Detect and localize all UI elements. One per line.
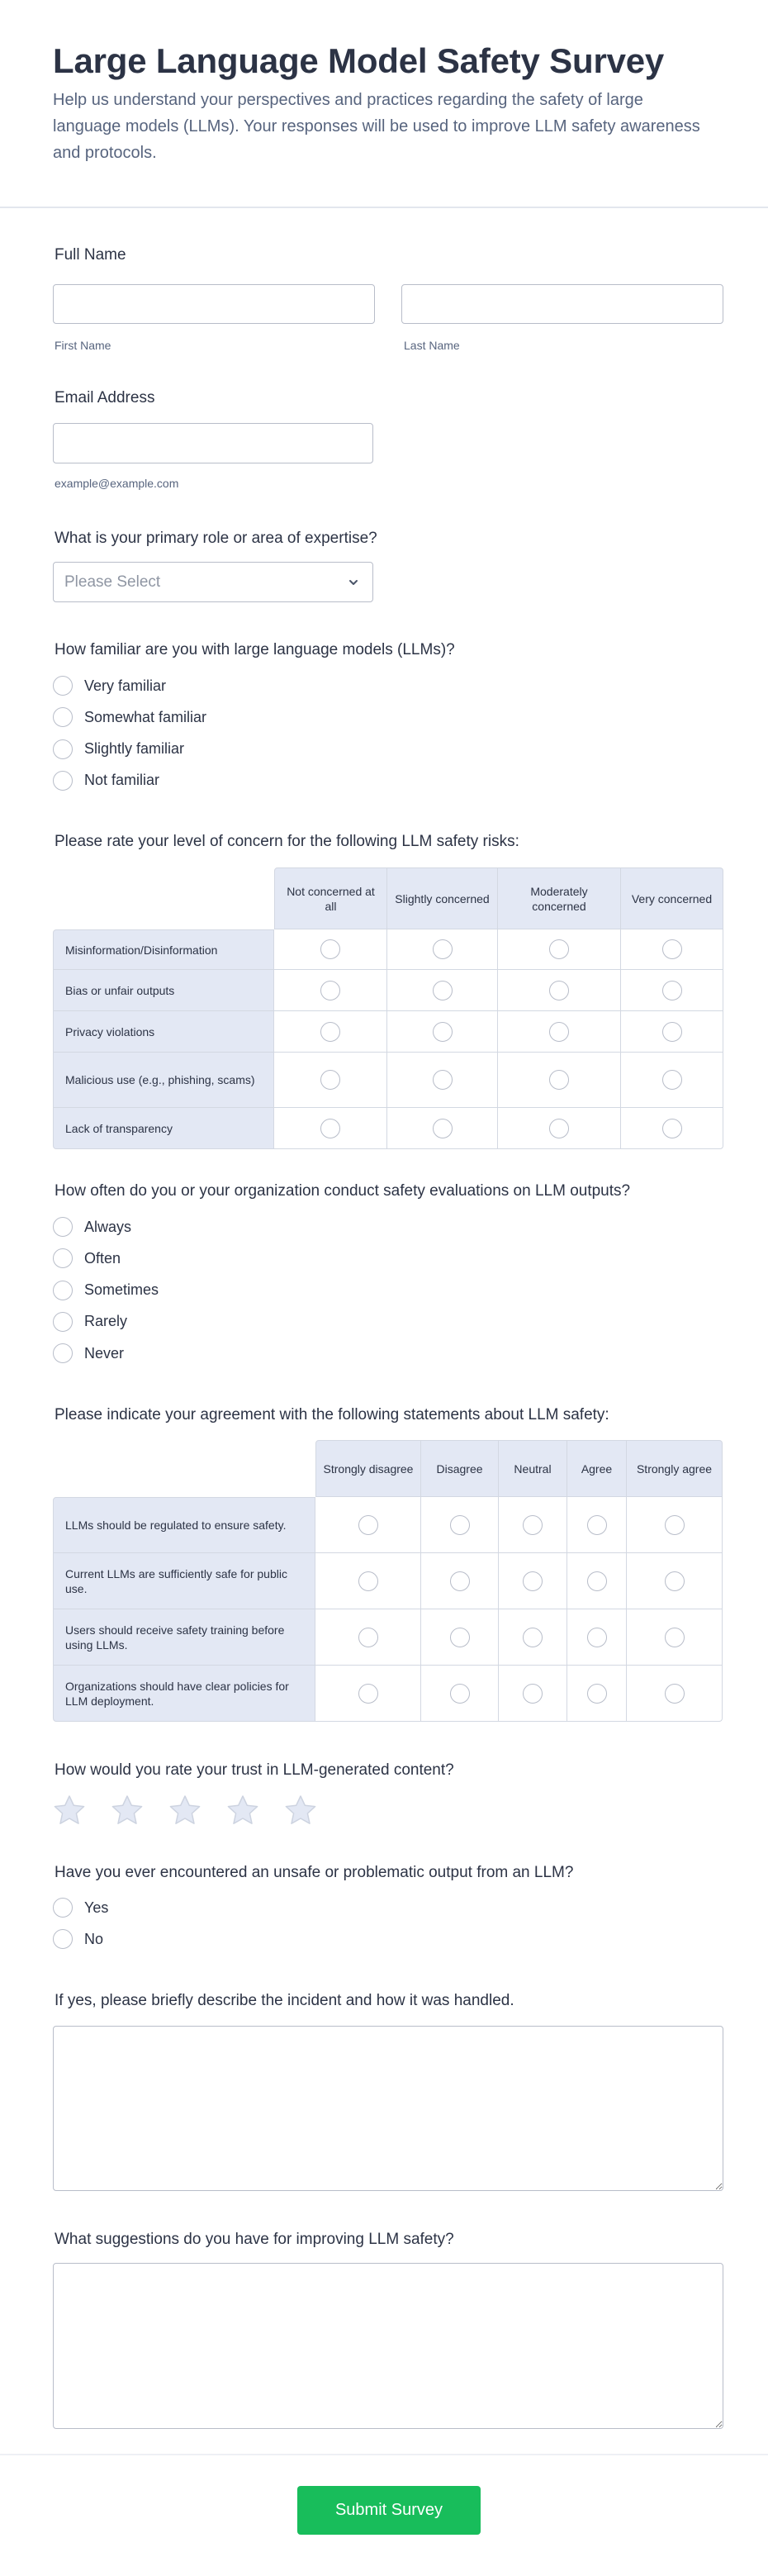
radio-button[interactable] (358, 1515, 378, 1535)
concern-cell[interactable] (621, 1053, 723, 1108)
radio-button[interactable] (450, 1628, 470, 1647)
role-select-value: Please Select (64, 573, 161, 591)
agreement-row-label: Current LLMs are sufficiently safe for public use. (53, 1553, 315, 1609)
agreement-cell[interactable] (567, 1666, 627, 1722)
concern-cell[interactable] (387, 1053, 498, 1108)
radio-button[interactable] (53, 739, 73, 759)
concern-cell[interactable] (498, 1011, 621, 1053)
evaluation-question-label: How often do you or your organization conduct safety evaluations on LLM outputs? (55, 1182, 631, 1200)
agreement-cell[interactable] (315, 1497, 421, 1553)
page-description: Help us understand your perspectives and practices regarding the safety of large language models (LLMs). Your responses will be used to improve LLM safety awareness and protocols. (53, 91, 700, 162)
matrix-corner (53, 867, 274, 929)
radio-button[interactable] (587, 1515, 607, 1535)
familiarity-option-label: Not familiar (84, 772, 160, 789)
concern-question-label: Please rate your level of concern for the following LLM safety risks: (55, 833, 519, 850)
star-icon[interactable] (284, 1794, 317, 1826)
radio-button[interactable] (587, 1684, 607, 1704)
concern-row-label: Bias or unfair outputs (53, 970, 274, 1011)
agreement-cell[interactable] (421, 1553, 499, 1609)
concern-cell[interactable] (621, 929, 723, 970)
radio-button[interactable] (320, 1022, 340, 1042)
chevron-down-icon (348, 577, 359, 588)
familiarity-question-label: How familiar are you with large language models (LLMs)? (55, 641, 455, 658)
radio-button[interactable] (450, 1684, 470, 1704)
agreement-column-header: Disagree (421, 1440, 499, 1497)
radio-button[interactable] (358, 1571, 378, 1591)
star-icon[interactable] (111, 1794, 144, 1826)
last-name-input[interactable] (401, 284, 723, 324)
agreement-row-label: LLMs should be regulated to ensure safety. (53, 1497, 315, 1553)
agreement-cell[interactable] (499, 1553, 567, 1609)
radio-button[interactable] (523, 1571, 543, 1591)
familiarity-option[interactable] (53, 770, 159, 791)
radio-button[interactable] (549, 1022, 569, 1042)
agreement-cell[interactable] (567, 1497, 627, 1553)
concern-row (53, 1053, 723, 1108)
encountered-question-label: Have you ever encountered an unsafe or problematic output from an LLM? (55, 1864, 574, 1881)
concern-column-header: Not concerned at all (274, 867, 387, 929)
evaluation-option[interactable] (53, 1343, 124, 1364)
radio-button[interactable] (433, 1022, 453, 1042)
last-name-sublabel: Last Name (404, 339, 460, 352)
radio-button[interactable] (450, 1515, 470, 1535)
radio-button[interactable] (320, 939, 340, 959)
concern-cell[interactable] (274, 1011, 387, 1053)
evaluation-option-label: Always (84, 1218, 132, 1235)
agreement-header-row (53, 1440, 723, 1497)
agreement-cell[interactable] (627, 1497, 723, 1553)
agreement-column-header: Strongly agree (627, 1440, 723, 1497)
radio-button[interactable] (523, 1515, 543, 1535)
radio-button[interactable] (662, 939, 682, 959)
star-icon[interactable] (168, 1794, 201, 1826)
agreement-row (53, 1553, 723, 1609)
concern-matrix (53, 867, 723, 1149)
familiarity-option[interactable] (53, 706, 206, 728)
page-title: Large Language Model Safety Survey (53, 41, 665, 80)
agreement-cell[interactable] (421, 1497, 499, 1553)
incident-question-label: If yes, please briefly describe the incident and how it was handled. (55, 1992, 514, 2009)
agreement-cell[interactable] (627, 1553, 723, 1609)
radio-button[interactable] (662, 1022, 682, 1042)
radio-button[interactable] (662, 1119, 682, 1138)
concern-cell[interactable] (621, 1011, 723, 1053)
radio-button[interactable] (587, 1571, 607, 1591)
radio-button[interactable] (358, 1628, 378, 1647)
encountered-option[interactable] (53, 1928, 103, 1950)
radio-button[interactable] (549, 1119, 569, 1138)
radio-button[interactable] (358, 1684, 378, 1704)
concern-cell[interactable] (274, 970, 387, 1011)
evaluation-option-label: Sometimes (84, 1281, 159, 1299)
concern-cell[interactable] (387, 1011, 498, 1053)
radio-button[interactable] (53, 1929, 73, 1949)
agreement-column-header: Strongly disagree (315, 1440, 421, 1497)
radio-button[interactable] (53, 1312, 73, 1332)
evaluation-option[interactable] (53, 1248, 121, 1269)
agreement-row (53, 1666, 723, 1722)
agreement-cell[interactable] (421, 1666, 499, 1722)
agreement-matrix (53, 1440, 723, 1722)
concern-cell[interactable] (387, 929, 498, 970)
radio-button[interactable] (320, 981, 340, 1000)
radio-button[interactable] (450, 1571, 470, 1591)
agreement-cell[interactable] (315, 1666, 421, 1722)
radio-button[interactable] (53, 1343, 73, 1363)
radio-button[interactable] (433, 1070, 453, 1090)
familiarity-option[interactable] (53, 739, 184, 760)
agreement-cell[interactable] (627, 1666, 723, 1722)
concern-cell[interactable] (274, 1053, 387, 1108)
concern-cell[interactable] (387, 970, 498, 1011)
concern-header-row (53, 867, 723, 929)
role-question-label: What is your primary role or area of expertise? (55, 530, 377, 547)
familiarity-option-label: Slightly familiar (84, 740, 185, 758)
radio-button[interactable] (665, 1684, 685, 1704)
agreement-row-label: Users should receive safety training before using LLMs. (53, 1609, 315, 1666)
suggestions-question-label: What suggestions do you have for improving LLM safety? (55, 2231, 454, 2248)
radio-button[interactable] (523, 1628, 543, 1647)
radio-button[interactable] (665, 1571, 685, 1591)
radio-button[interactable] (320, 1070, 340, 1090)
radio-button[interactable] (320, 1119, 340, 1138)
radio-button[interactable] (53, 1281, 73, 1300)
evaluation-option[interactable] (53, 1216, 131, 1238)
agreement-cell[interactable] (315, 1609, 421, 1666)
radio-button[interactable] (665, 1628, 685, 1647)
agreement-cell[interactable] (499, 1666, 567, 1722)
suggestions-textarea[interactable] (53, 2263, 723, 2429)
first-name-input[interactable] (53, 284, 375, 324)
concern-cell[interactable] (498, 1053, 621, 1108)
concern-cell[interactable] (621, 1108, 723, 1149)
familiarity-option-label: Very familiar (84, 677, 167, 694)
radio-button[interactable] (433, 1119, 453, 1138)
evaluation-option-label: Often (84, 1249, 121, 1267)
radio-button[interactable] (549, 981, 569, 1000)
submit-button[interactable]: Submit Survey (297, 2486, 481, 2535)
agreement-cell[interactable] (567, 1553, 627, 1609)
concern-cell[interactable] (274, 929, 387, 970)
incident-textarea[interactable] (53, 2026, 723, 2191)
concern-column-header: Very concerned (621, 867, 723, 929)
evaluation-option[interactable] (53, 1280, 159, 1301)
email-sublabel: example@example.com (55, 477, 179, 490)
footer-divider (0, 2454, 768, 2455)
radio-button[interactable] (53, 1217, 73, 1237)
concern-column-header: Slightly concerned (387, 867, 498, 929)
encountered-option[interactable] (53, 1897, 108, 1918)
concern-cell[interactable] (387, 1108, 498, 1149)
first-name-sublabel: First Name (55, 339, 111, 352)
radio-button[interactable] (53, 771, 73, 791)
radio-button[interactable] (433, 981, 453, 1000)
agreement-column-header: Neutral (499, 1440, 567, 1497)
familiarity-option[interactable] (53, 675, 166, 696)
concern-row (53, 1108, 723, 1149)
radio-button[interactable] (662, 981, 682, 1000)
radio-button[interactable] (662, 1070, 682, 1090)
radio-button[interactable] (53, 1898, 73, 1918)
evaluation-option-label: Never (84, 1344, 125, 1362)
radio-button[interactable] (523, 1684, 543, 1704)
email-input[interactable] (53, 423, 373, 463)
radio-button[interactable] (53, 676, 73, 696)
agreement-row (53, 1497, 723, 1553)
agreement-row-label: Organizations should have clear policies for LLM deployment. (53, 1666, 315, 1722)
familiarity-option-label: Somewhat familiar (84, 708, 207, 725)
form-header (0, 0, 768, 208)
radio-button[interactable] (549, 1070, 569, 1090)
radio-button[interactable] (53, 1248, 73, 1268)
concern-cell[interactable] (498, 1108, 621, 1149)
radio-button[interactable] (587, 1628, 607, 1647)
radio-button[interactable] (53, 707, 73, 727)
matrix-corner (53, 1440, 315, 1497)
radio-button[interactable] (549, 939, 569, 959)
concern-column-header: Moderately concerned (498, 867, 621, 929)
email-label: Email Address (55, 389, 155, 406)
star-icon[interactable] (53, 1794, 86, 1826)
evaluation-option[interactable] (53, 1311, 127, 1333)
agreement-cell[interactable] (499, 1497, 567, 1553)
agreement-row (53, 1609, 723, 1666)
concern-row (53, 929, 723, 970)
concern-row-label: Misinformation/Disinformation (53, 929, 274, 970)
agreement-question-label: Please indicate your agreement with the following statements about LLM safety: (55, 1406, 609, 1423)
concern-row-label: Malicious use (e.g., phishing, scams) (53, 1053, 274, 1108)
agreement-column-header: Agree (567, 1440, 627, 1497)
agreement-cell[interactable] (421, 1609, 499, 1666)
encountered-option-label: No (84, 1930, 104, 1947)
agreement-cell[interactable] (499, 1609, 567, 1666)
concern-cell[interactable] (621, 970, 723, 1011)
concern-row (53, 1011, 723, 1053)
star-icon[interactable] (226, 1794, 259, 1826)
concern-row (53, 970, 723, 1011)
radio-button[interactable] (665, 1515, 685, 1535)
radio-button[interactable] (433, 939, 453, 959)
agreement-cell[interactable] (567, 1609, 627, 1666)
full-name-label: Full Name (55, 246, 126, 264)
encountered-option-label: Yes (84, 1899, 109, 1916)
concern-cell[interactable] (274, 1108, 387, 1149)
concern-cell[interactable] (498, 929, 621, 970)
role-select[interactable] (53, 562, 373, 602)
evaluation-option-label: Rarely (84, 1313, 128, 1330)
star-rating (53, 1794, 342, 1826)
concern-row-label: Lack of transparency (53, 1108, 274, 1149)
concern-cell[interactable] (498, 970, 621, 1011)
concern-row-label: Privacy violations (53, 1011, 274, 1053)
agreement-cell[interactable] (627, 1609, 723, 1666)
agreement-cell[interactable] (315, 1553, 421, 1609)
trust-question-label: How would you rate your trust in LLM-generated content? (55, 1761, 454, 1779)
